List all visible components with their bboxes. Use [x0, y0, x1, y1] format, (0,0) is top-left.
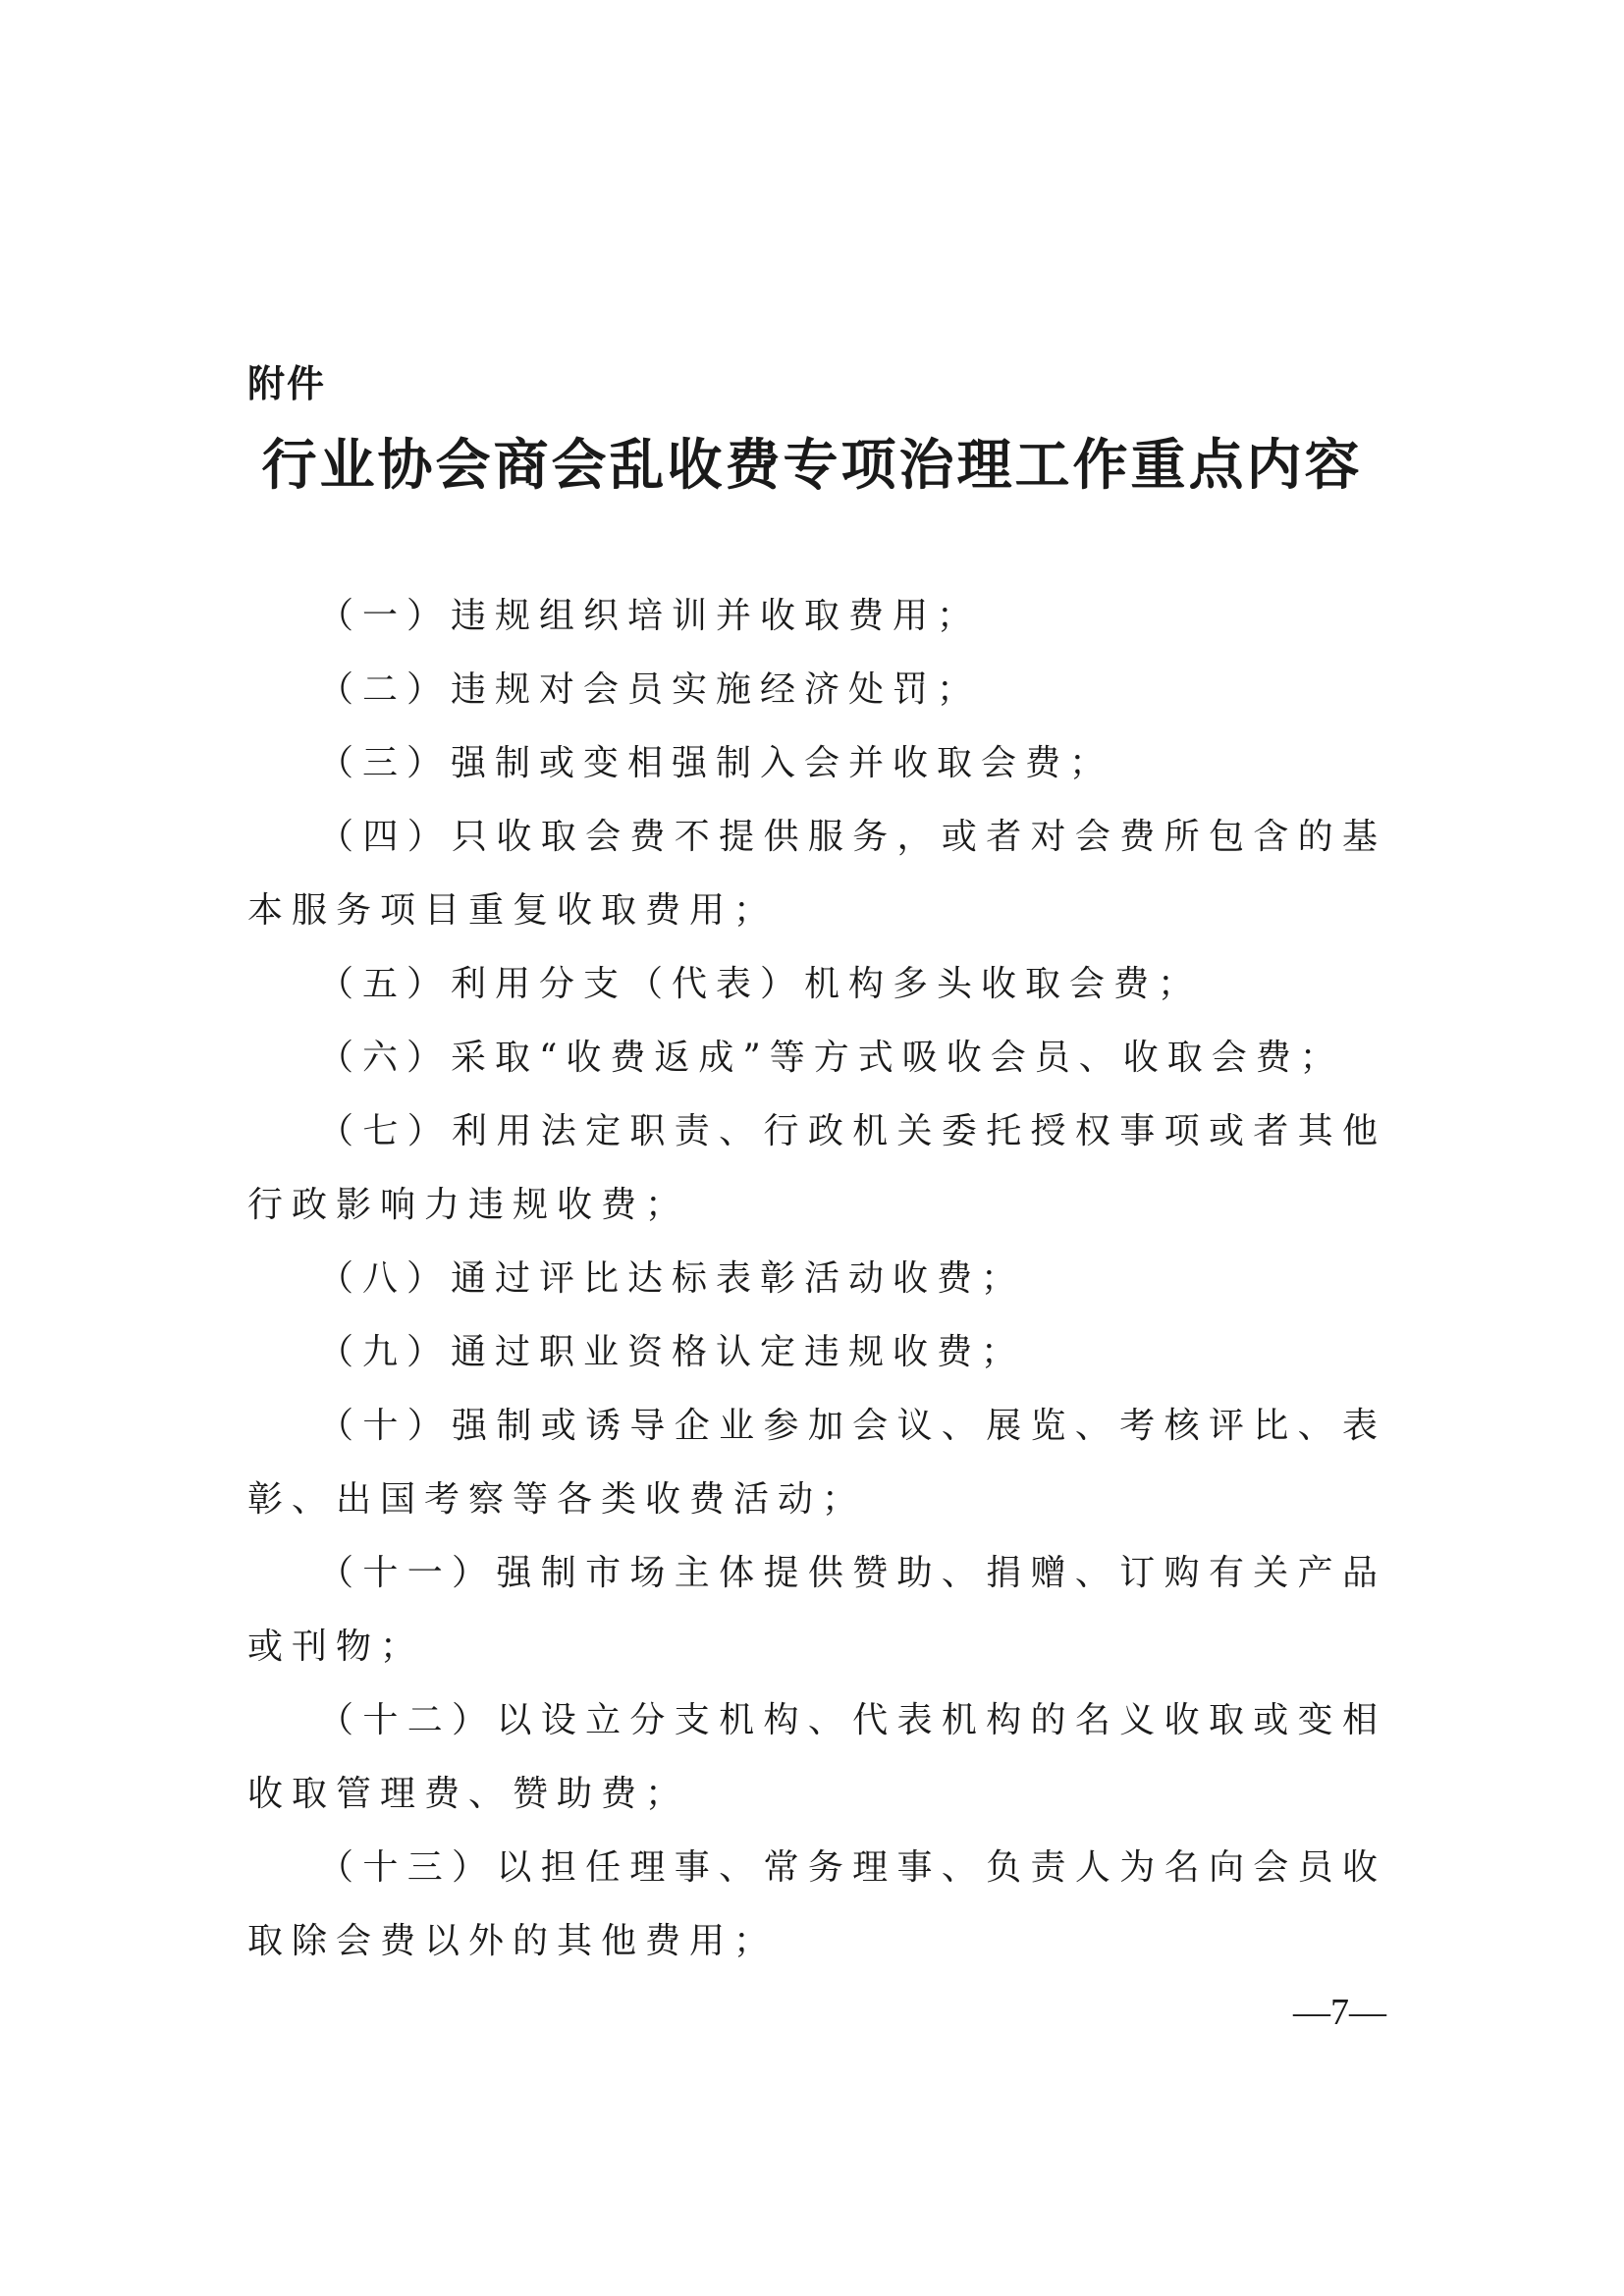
list-item: （六）采取“收费返成”等方式吸收会员、收取会费； — [318, 1038, 1344, 1078]
list-item: （五）利用分支（代表）机构多头收取会费； — [318, 964, 1203, 1004]
list-item: （九）通过职业资格认定违规收费； — [318, 1332, 1026, 1372]
list-item: （四）只收取会费不提供服务，或者对会费所包含的基本服务项目重复收取费用； — [247, 817, 1386, 931]
document-title: 行业协会商会乱收费专项治理工作重点内容 — [261, 433, 1363, 498]
list-item: （十三）以担任理事、常务理事、负责人为名向会员收取除会费以外的其他费用； — [247, 1847, 1386, 1961]
list-item: （十）强制或诱导企业参加会议、展览、考核评比、表彰、出国考察等各类收费活动； — [247, 1406, 1386, 1520]
list-item: （一）违规组织培训并收取费用； — [318, 596, 982, 636]
list-item: （十二）以设立分支机构、代表机构的名义收取或变相收取管理费、赞助费； — [247, 1700, 1386, 1814]
list-item: （二）违规对会员实施经济处罚； — [318, 669, 982, 710]
list-item: （十一）强制市场主体提供赞助、捐赠、订购有关产品或刊物； — [247, 1553, 1386, 1667]
list-item: （八）通过评比达标表彰活动收费； — [318, 1258, 1026, 1299]
attachment-label: 附件 — [247, 362, 327, 405]
list-item: （七）利用法定职责、行政机关委托授权事项或者其他行政影响力违规收费； — [247, 1111, 1386, 1225]
item-list — [247, 579, 1386, 1978]
list-item: （三）强制或变相强制入会并收取会费； — [318, 743, 1114, 783]
page-number: —7— — [1293, 1992, 1386, 2033]
